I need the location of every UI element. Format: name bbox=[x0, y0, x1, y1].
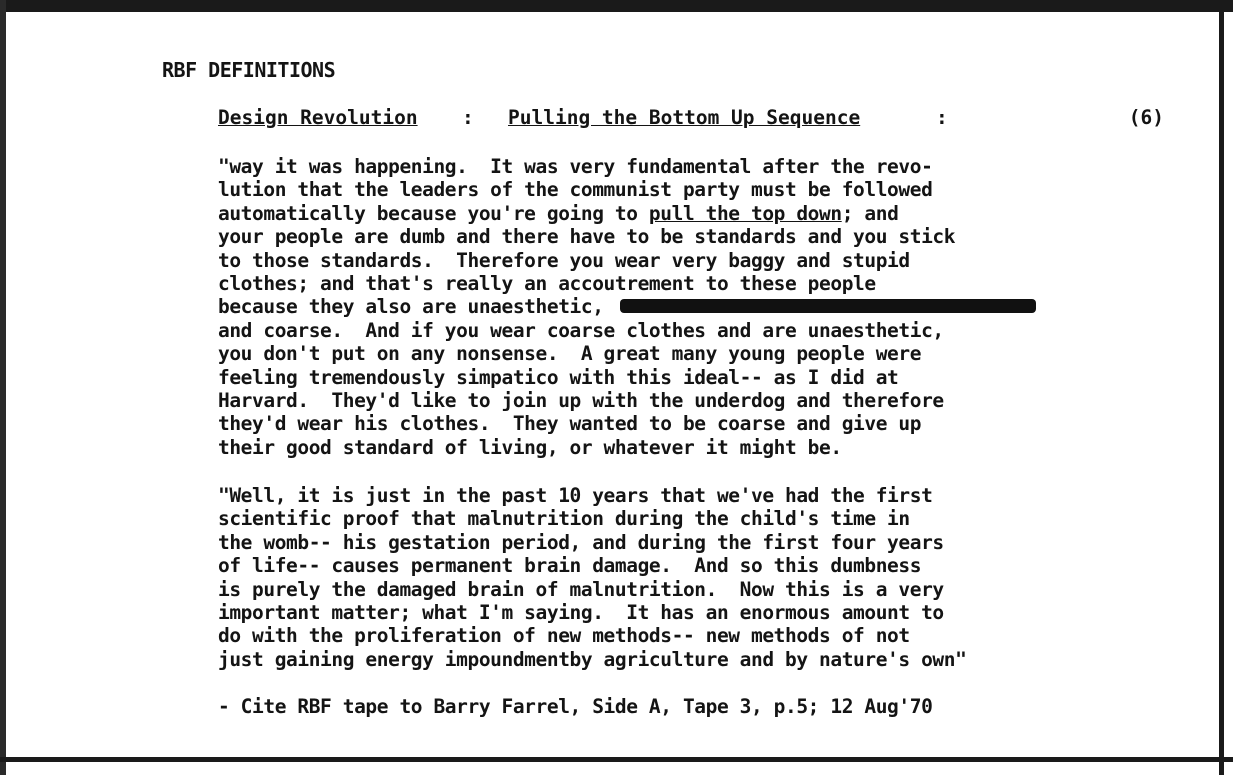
page-border-left bbox=[0, 0, 6, 775]
page-border-bottom bbox=[0, 757, 1233, 762]
citation: - Cite RBF tape to Barry Farrel, Side A, Tape 3, p.5; 12 Aug'70 bbox=[218, 695, 933, 718]
quote-paragraph-2 bbox=[218, 484, 966, 671]
document-heading: RBF DEFINITIONS bbox=[162, 58, 336, 82]
text-line: to those standards. Therefore you wear very baggy and stupid bbox=[218, 248, 910, 272]
text-line bbox=[218, 202, 1036, 225]
text-line: is purely the damaged brain of malnutrition. Now this is a very bbox=[218, 577, 944, 601]
page-border-top bbox=[0, 0, 1233, 12]
text-line: do with the proliferation of new methods-- new methods of not bbox=[218, 624, 910, 648]
text-fragment: automatically because you're going to bbox=[218, 201, 649, 225]
text-line bbox=[218, 295, 1036, 318]
text-line: your people are dumb and there have to be standards and you stick bbox=[218, 225, 956, 249]
text-line: "way it was happening. It was very fundamental after the revo- bbox=[218, 155, 933, 178]
text-line: clothes; and that's really an accoutrement to these people bbox=[218, 271, 876, 295]
section-subtitle bbox=[218, 106, 1164, 132]
text-line: "Well, it is just in the past 10 years that we've had the first bbox=[218, 484, 933, 507]
page-number: (6) bbox=[1128, 106, 1164, 129]
text-line: Harvard. They'd like to join up with the underdog and therefore bbox=[218, 388, 944, 412]
redaction-bar bbox=[620, 299, 1036, 313]
text-line: and coarse. And if you wear coarse clothes and are unaesthetic, bbox=[218, 318, 944, 342]
text-line: their good standard of living, or whatever it might be. bbox=[218, 435, 842, 459]
text-line: of life-- causes permanent brain damage. And so this dumbness bbox=[218, 554, 922, 578]
text-line: the womb-- his gestation period, and during the first four years bbox=[218, 530, 944, 554]
text-line: lution that the leaders of the communist party must be followed bbox=[218, 178, 933, 202]
quote-paragraph-1 bbox=[218, 155, 1036, 459]
text-fragment: because they also are unaesthetic, bbox=[218, 295, 604, 319]
text-fragment: ; and bbox=[841, 201, 899, 225]
underlined-phrase: pull the top down bbox=[648, 201, 842, 225]
text-line: you don't put on any nonsense. A great many young people were bbox=[218, 342, 922, 366]
text-line: just gaining energy impoundmentby agriculture and by nature's own" bbox=[218, 647, 967, 671]
subtitle-end-colon: : bbox=[936, 106, 948, 129]
subtitle-part-1: Design Revolution bbox=[218, 106, 418, 129]
text-line: important matter; what I'm saying. It has an enormous amount to bbox=[218, 600, 944, 624]
subtitle-part-2: Pulling the Bottom Up Sequence bbox=[508, 106, 861, 129]
subtitle-separator: : bbox=[462, 106, 474, 129]
text-line: feeling tremendously simpatico with this ideal-- as I did at bbox=[218, 365, 899, 389]
text-line: they'd wear his clothes. They wanted to be coarse and give up bbox=[218, 412, 922, 436]
text-line: scientific proof that malnutrition during the child's time in bbox=[218, 507, 910, 531]
page-border-right bbox=[1219, 8, 1224, 775]
